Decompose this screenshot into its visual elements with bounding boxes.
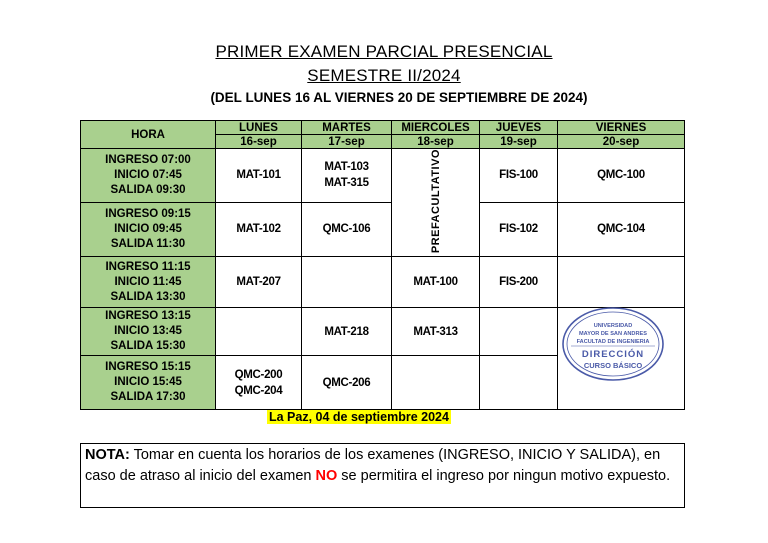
exam-cell (392, 356, 480, 410)
salida-time: SALIDA 11:30 (110, 237, 186, 250)
salida-time: SALIDA 17:30 (110, 391, 186, 404)
note-highlight: NO (315, 468, 338, 484)
inicio-time: INICIO 07:45 (114, 168, 182, 181)
header-day-jueves: JUEVES (480, 121, 558, 135)
header-date-martes: 17-sep (302, 135, 392, 149)
salida-time: SALIDA 09:30 (110, 183, 186, 196)
exam-cell: QMC-104 (558, 202, 685, 257)
note-text-before: Tomar en cuenta los horarios de los examenes (INGRESO, INICIO Y SALIDA), en caso de atraso al inicio del examen (85, 447, 661, 484)
exam-cell (302, 257, 392, 308)
header-date-jueves: 19-sep (480, 135, 558, 149)
time-slot-1 (81, 149, 216, 203)
inicio-time: INICIO 09:45 (114, 222, 182, 235)
prefacultativo-cell (392, 149, 480, 257)
time-slot-4 (81, 308, 216, 356)
time-slot-2 (81, 202, 216, 257)
note-label: NOTA: (85, 447, 130, 463)
stamp-line-3: FACULTAD DE INGENIERIA (576, 339, 650, 345)
exam-cell: QMC-100 (558, 149, 685, 203)
stamp-line-5: CURSO BÁSICO (583, 361, 643, 370)
exam-cell (216, 356, 302, 410)
exam-cell (480, 308, 558, 356)
note-text-after: se permitira el ingreso por ningun motivo expuesto. (337, 468, 671, 484)
time-slot-5 (81, 356, 216, 410)
inicio-time: INICIO 11:45 (114, 275, 182, 288)
header-hora: HORA (81, 121, 216, 149)
header-date-lunes: 16-sep (216, 135, 302, 149)
exam-code: QMC-200 (234, 368, 283, 381)
ingreso-time: INGRESO 09:15 (105, 207, 191, 220)
exam-code: MAT-103 (324, 161, 369, 174)
title-line-1: PRIMER EXAMEN PARCIAL PRESENCIAL (215, 42, 553, 61)
exam-cell: QMC-106 (302, 202, 392, 257)
header-date-viernes: 20-sep (558, 135, 685, 149)
ingreso-time: INGRESO 13:15 (105, 310, 191, 323)
stamp-line-2: MAYOR DE SAN ANDRES (579, 331, 647, 337)
official-stamp (561, 306, 665, 382)
exam-cell: FIS-102 (480, 202, 558, 257)
exam-cell: MAT-101 (216, 149, 302, 203)
exam-cell (558, 257, 685, 308)
issue-date: La Paz, 04 de septiembre 2024 (269, 410, 449, 424)
note-box (80, 443, 685, 508)
inicio-time: INICIO 13:45 (114, 325, 182, 338)
inicio-time: INICIO 15:45 (114, 376, 182, 389)
salida-time: SALIDA 15:30 (110, 340, 186, 353)
ingreso-time: INGRESO 07:00 (105, 153, 191, 166)
ingreso-time: INGRESO 15:15 (105, 361, 191, 374)
ingreso-time: INGRESO 11:15 (105, 260, 191, 273)
header-day-lunes: LUNES (216, 121, 302, 135)
exam-cell: FIS-100 (480, 149, 558, 203)
header-day-martes: MARTES (302, 121, 392, 135)
exam-code: MAT-315 (324, 177, 369, 190)
salida-time: SALIDA 13:30 (110, 290, 186, 303)
exam-cell (480, 356, 558, 410)
subtitle: (DEL LUNES 16 AL VIERNES 20 DE SEPTIEMBRE DE 2024) (210, 90, 588, 105)
exam-code: QMC-204 (234, 384, 283, 397)
time-slot-3 (81, 257, 216, 308)
exam-cell: MAT-102 (216, 202, 302, 257)
stamp-line-4: DIRECCIÓN (581, 349, 645, 360)
header-date-miercoles: 18-sep (392, 135, 480, 149)
exam-cell (302, 149, 392, 203)
exam-cell: MAT-313 (392, 308, 480, 356)
header-day-viernes: VIERNES (558, 121, 685, 135)
exam-cell: MAT-207 (216, 257, 302, 308)
exam-cell: MAT-218 (302, 308, 392, 356)
header-day-miercoles: MIERCOLES (392, 121, 480, 135)
exam-cell: FIS-200 (480, 257, 558, 308)
prefacultativo-label: PREFACULTATIVO (429, 149, 442, 254)
exam-cell: MAT-100 (392, 257, 480, 308)
title-line-2: SEMESTRE II/2024 (307, 66, 461, 85)
exam-cell: QMC-206 (302, 356, 392, 410)
exam-cell (216, 308, 302, 356)
stamp-line-1: UNIVERSIDAD (593, 323, 633, 329)
